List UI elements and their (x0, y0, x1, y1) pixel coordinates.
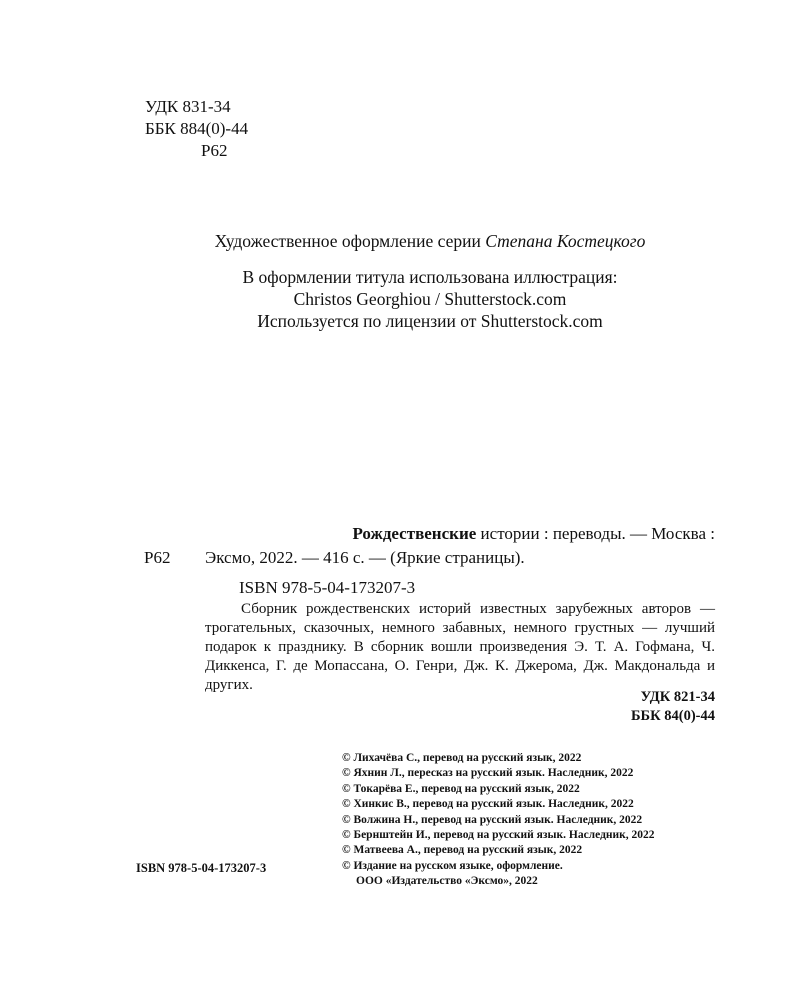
illustration-line-3: Используется по лицензии от Shutterstock.com (257, 311, 603, 331)
bbk-code: ББК 884(0)-44 (145, 119, 249, 138)
copyright-line: © Бернштейн И., перевод на русский язык. Наследник, 2022 (342, 829, 655, 842)
copyright-line: © Издание на русском языке, оформление. (342, 859, 563, 872)
bbk-code-bottom: ББК 84(0)-44 (630, 708, 715, 724)
annotation (205, 600, 715, 695)
bibliography-author-mark: Р62 (144, 548, 171, 567)
copyright-line: © Яхнин Л., пересказ на русский язык. Наследник, 2022 (342, 767, 634, 780)
design-credit (100, 230, 760, 252)
classification-codes (145, 96, 248, 162)
isbn-main: ISBN 978-5-04-173207-3 (239, 578, 416, 597)
copyright-line: © Токарёва Е., перевод на русский язык, 2022 (342, 782, 580, 795)
copyright-line: © Лихачёва С., перевод на русский язык, 2022 (342, 752, 582, 764)
bibliographic-record (205, 522, 715, 600)
designer-name: Степана Костецкого (485, 231, 646, 251)
book-subtitle: истории : переводы. — Москва : (480, 524, 715, 543)
author-mark: Р62 (201, 141, 228, 160)
copyright-line: © Матвеева А., перевод на русский язык, 2022 (342, 844, 583, 857)
bibliography-line-2: Эксмо, 2022. — 416 с. — (Яркие страницы). (205, 548, 525, 567)
copyright-line: ООО «Издательство «Эксмо», 2022 (356, 875, 538, 888)
bibliography-line-1 (205, 522, 715, 546)
isbn-bottom: ISBN 978-5-04-173207-3 (136, 861, 267, 875)
illustration-line-2: Christos Georghiou / Shutterstock.com (293, 289, 567, 309)
book-title: Рождественские (352, 524, 477, 543)
illustration-line-1: В оформлении титула использована иллюстрация: (242, 267, 618, 287)
classification-codes-bottom (520, 688, 715, 726)
copyright-line: © Хинкис В., перевод на русский язык. Наследник, 2022 (342, 798, 634, 811)
copyright-line: © Волжина Н., перевод на русский язык. Наследник, 2022 (342, 813, 643, 826)
udk-code: УДК 831-34 (145, 97, 231, 116)
udk-code-bottom: УДК 821-34 (640, 689, 715, 705)
design-credit-prefix: Художественное оформление серии (214, 231, 481, 251)
annotation-text: Сборник рождественских историй известных зарубежных авторов — трогательных, сказочных, немного забавных, немного грустных — лучший подарок к празднику. В сборник вошли произведения Э. Т. А. Гофмана, Ч. Диккенса, Г. де Мопассана, О. Генри, Дж. К. Джерома, Дж. Макдональда и других. (205, 601, 715, 693)
copyright-list (342, 751, 655, 890)
illustration-credit (100, 266, 760, 332)
